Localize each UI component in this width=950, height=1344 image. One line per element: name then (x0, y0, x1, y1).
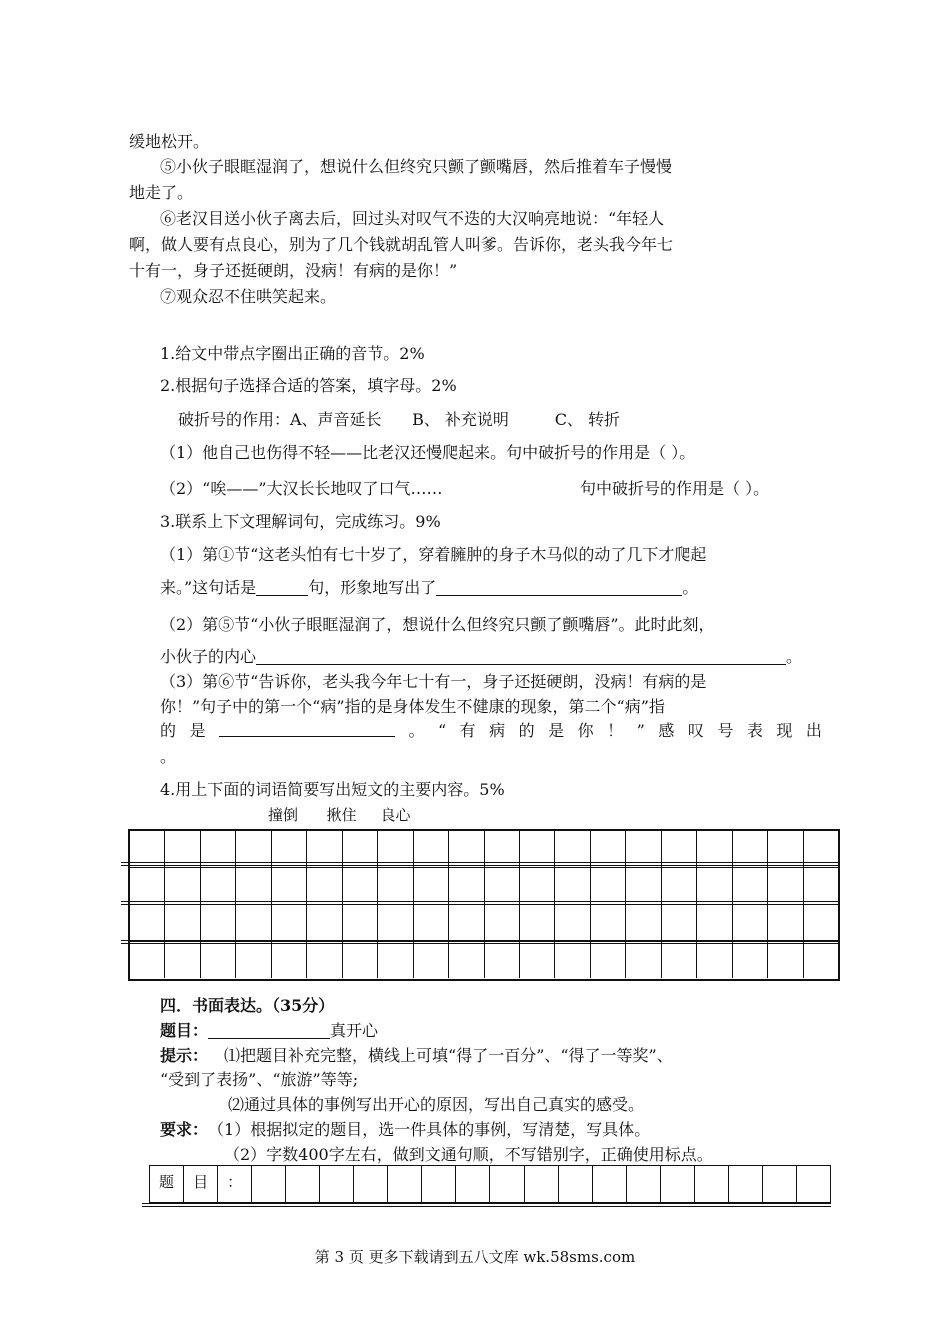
q3-3-word: 有 (459, 721, 476, 740)
question-3-3-line2: 你！”句子中的第一个“病”指的是身体发生不健康的现象，第二个“病”指 (160, 697, 665, 716)
question-2: 2.根据句子选择合适的答案，填字母。2% (160, 376, 457, 395)
q3-3-word: 是 (189, 721, 206, 740)
title-blank[interactable] (208, 1022, 330, 1039)
q3-2-blank-inner-feeling[interactable] (256, 648, 786, 665)
question-3-2-line2 (160, 646, 802, 668)
question-2-options: 破折号的作用：A、声音延长 B、 补充说明 C、 转折 (178, 410, 621, 429)
hint-1-text: ⑴把题目补充完整，横线上可填“得了一百分”、“得了一等奖”、 (224, 1046, 673, 1065)
q3-1-text-b: 句，形象地写出了 (308, 578, 437, 597)
requirement-line1 (160, 1119, 650, 1141)
grid-row (130, 941, 838, 978)
question-3-3-line4: 。 (160, 747, 177, 766)
question-3-1-line1: （1）第①节“这老头怕有七十岁了，穿着臃肿的身子木马似的动了几下才爬起 (160, 545, 707, 564)
question-2-item-1: （1）他自己也伤得不轻——比老汉还慢爬起来。句中破折号的作用是（ ）。 (160, 443, 696, 462)
q3-3-word: 现 (776, 721, 793, 740)
question-4: 4.用上下面的词语简要写出短文的主要内容。5% (160, 780, 505, 799)
q3-3-word: 的 (160, 721, 177, 740)
requirement-label: 要求： (160, 1120, 209, 1139)
hint-1-line2: “受到了表扬”、“旅游”等等; (160, 1070, 359, 1089)
grid-char: 目 (183, 1166, 217, 1202)
q3-3-word: 叹 (687, 721, 704, 740)
passage-p5-line2: 地走了。 (129, 183, 194, 202)
title-label: 题目： (160, 1021, 209, 1040)
question-4-keywords: 撞倒 揪住 良心 (268, 806, 411, 824)
passage-p6-line3: 十有一，身子还挺硬朗，没病！有病的是你！” (129, 261, 458, 280)
grid-row-separator (121, 862, 840, 866)
grid-char: 题 (159, 1173, 175, 1191)
q3-3-word: 号 (717, 721, 734, 740)
question-3-3-line3 (160, 720, 822, 742)
passage-p5-line1: ⑤小伙子眼眶湿润了，想说什么但终究只颤了颤嘴唇，然后推着车子慢慢 (160, 157, 673, 176)
passage-p4-end: 缓地松开。 (129, 132, 210, 151)
q3-3-word: 表 (746, 721, 763, 740)
q3-3-word: ！ (607, 721, 624, 740)
q3-1-text-c: 。 (682, 578, 699, 597)
grid-row-separator (121, 940, 840, 944)
passage-p6-line2: 啊，做人要有点良心，别为了几个钱就胡乱管人叫爹。告诉你，老头我今年七 (129, 235, 674, 254)
q3-2-text-b: 。 (786, 647, 803, 666)
q3-3-word: 的 (518, 721, 535, 740)
writing-title-line (160, 1020, 378, 1042)
q3-3-word: 病 (489, 721, 506, 740)
q3-3-word: 你 (577, 721, 594, 740)
q3-3-word: 。 (408, 721, 425, 740)
page-footer: 第 3 页 更多下载请到五八文库 wk.58sms.com (314, 1248, 636, 1266)
question-3-1-line2 (160, 577, 698, 599)
passage-p7: ⑦观众忍不住哄笑起来。 (160, 287, 337, 306)
hint-line1 (160, 1045, 673, 1067)
q3-1-blank-sentence-type[interactable] (256, 579, 308, 596)
q3-3-word: 出 (805, 721, 822, 740)
question-3-3-line1: （3）第⑥节“告诉你，老头我今年七十有一，身子还挺硬朗，没病！有病的是 (160, 672, 707, 691)
composition-grid-separator (142, 1203, 831, 1207)
hint-label: 提示： (160, 1046, 209, 1065)
question-2-item-2b: 句中破折号的作用是（ ）。 (580, 479, 770, 498)
question-1: 1.给文中带点字圈出正确的音节。2% (160, 344, 425, 363)
requirement-2: （2）字数400字左右，做到文通句顺，不写错别字，正确使用标点。 (224, 1145, 713, 1164)
passage-p6-line1: ⑥老汉目送小伙子离去后，回过头对叹气不迭的大汉响亮地说：“年轻人 (160, 209, 665, 228)
q3-3-word: 是 (548, 721, 565, 740)
summary-answer-grid[interactable] (128, 829, 840, 981)
question-3: 3.联系上下文理解词句，完成练习。9% (160, 512, 441, 531)
requirement-1: （1）根据拟定的题目，选一件具体的事例，写清楚，写具体。 (216, 1120, 651, 1139)
hint-2: ⑵通过具体的事例写出开心的原因，写出自己真实的感受。 (228, 1095, 645, 1114)
q3-2-text-a: 小伙子的内心 (160, 647, 257, 666)
q3-3-blank-second-bing[interactable] (219, 720, 395, 737)
q3-3-word: “ (437, 721, 447, 740)
grid-row (130, 904, 838, 941)
question-2-item-2a: （2）“唉——”大汉长长地叹了口气…… (160, 479, 443, 498)
title-suffix: 真开心 (330, 1021, 379, 1040)
writing-heading: 四．书面表达。（35分） (160, 996, 335, 1015)
grid-char: ： (217, 1166, 251, 1202)
q3-3-word: 感 (658, 721, 675, 740)
composition-title-grid[interactable] (149, 1165, 831, 1203)
question-3-2-line1: （2）第⑤节“小伙子眼眶湿润了，想说什么但终究只颤了颤嘴唇”。此时此刻， (160, 615, 715, 634)
grid-row (130, 867, 838, 904)
q3-1-blank-description[interactable] (436, 579, 682, 596)
grid-row-separator (121, 901, 840, 905)
q3-3-word: ” (636, 721, 645, 740)
q3-1-text-a: 来。”这句话是 (160, 578, 257, 597)
